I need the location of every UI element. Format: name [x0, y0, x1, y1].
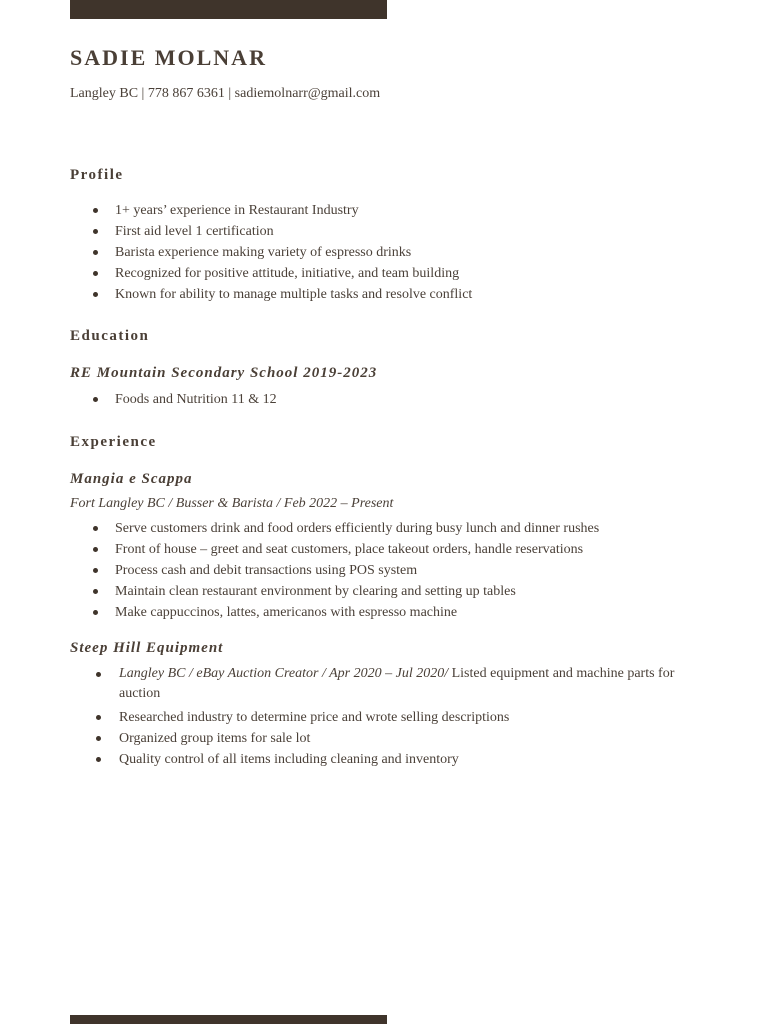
profile-item: Known for ability to manage multiple tasks and resolve conflict	[70, 284, 472, 305]
job-item: Researched industry to determine price and wrote selling descriptions	[70, 707, 690, 728]
contact-line: Langley BC | 778 867 6361 | sadiemolnarr@gmail.com	[70, 86, 381, 101]
job-meta-mangia: Fort Langley BC / Busser & Barista / Feb 2022 – Present	[70, 496, 394, 511]
experience-heading: Experience	[70, 434, 157, 450]
job-item: Front of house – greet and seat customers, place takeout orders, handle reservations	[70, 539, 599, 560]
profile-heading: Profile	[70, 167, 124, 183]
school-title: RE Mountain Secondary School 2019-2023	[70, 365, 378, 381]
job-item: Quality control of all items including cleaning and inventory	[70, 749, 690, 770]
profile-item: Barista experience making variety of espresso drinks	[70, 242, 472, 263]
profile-list	[70, 200, 472, 305]
job-item: Serve customers drink and food orders efficiently during busy lunch and dinner rushes	[70, 518, 599, 539]
profile-item: 1+ years’ experience in Restaurant Industry	[70, 200, 472, 221]
education-item: Foods and Nutrition 11 & 12	[70, 389, 277, 410]
profile-item: First aid level 1 certification	[70, 221, 472, 242]
job-item-text: Listed equipment and machine parts for auction	[119, 666, 675, 701]
candidate-name: SADIE MOLNAR	[70, 45, 267, 70]
bottom-accent-bar	[70, 1015, 387, 1024]
job-list-steep-hill	[70, 664, 690, 770]
education-list	[70, 389, 277, 410]
job-meta-steep-hill: Langley BC / eBay Auction Creator / Apr 2020 – Jul 2020/	[119, 666, 449, 681]
job-list-mangia	[70, 518, 599, 623]
job-item: Organized group items for sale lot	[70, 728, 690, 749]
job-item: Process cash and debit transactions using POS system	[70, 560, 599, 581]
top-accent-bar	[70, 0, 387, 19]
job-company-mangia: Mangia e Scappa	[70, 471, 193, 487]
profile-item: Recognized for positive attitude, initiative, and team building	[70, 263, 472, 284]
job-company-steep-hill: Steep Hill Equipment	[70, 640, 224, 656]
job-item	[70, 664, 690, 704]
job-item: Maintain clean restaurant environment by clearing and setting up tables	[70, 581, 599, 602]
education-heading: Education	[70, 328, 150, 344]
job-item: Make cappuccinos, lattes, americanos with espresso machine	[70, 602, 599, 623]
